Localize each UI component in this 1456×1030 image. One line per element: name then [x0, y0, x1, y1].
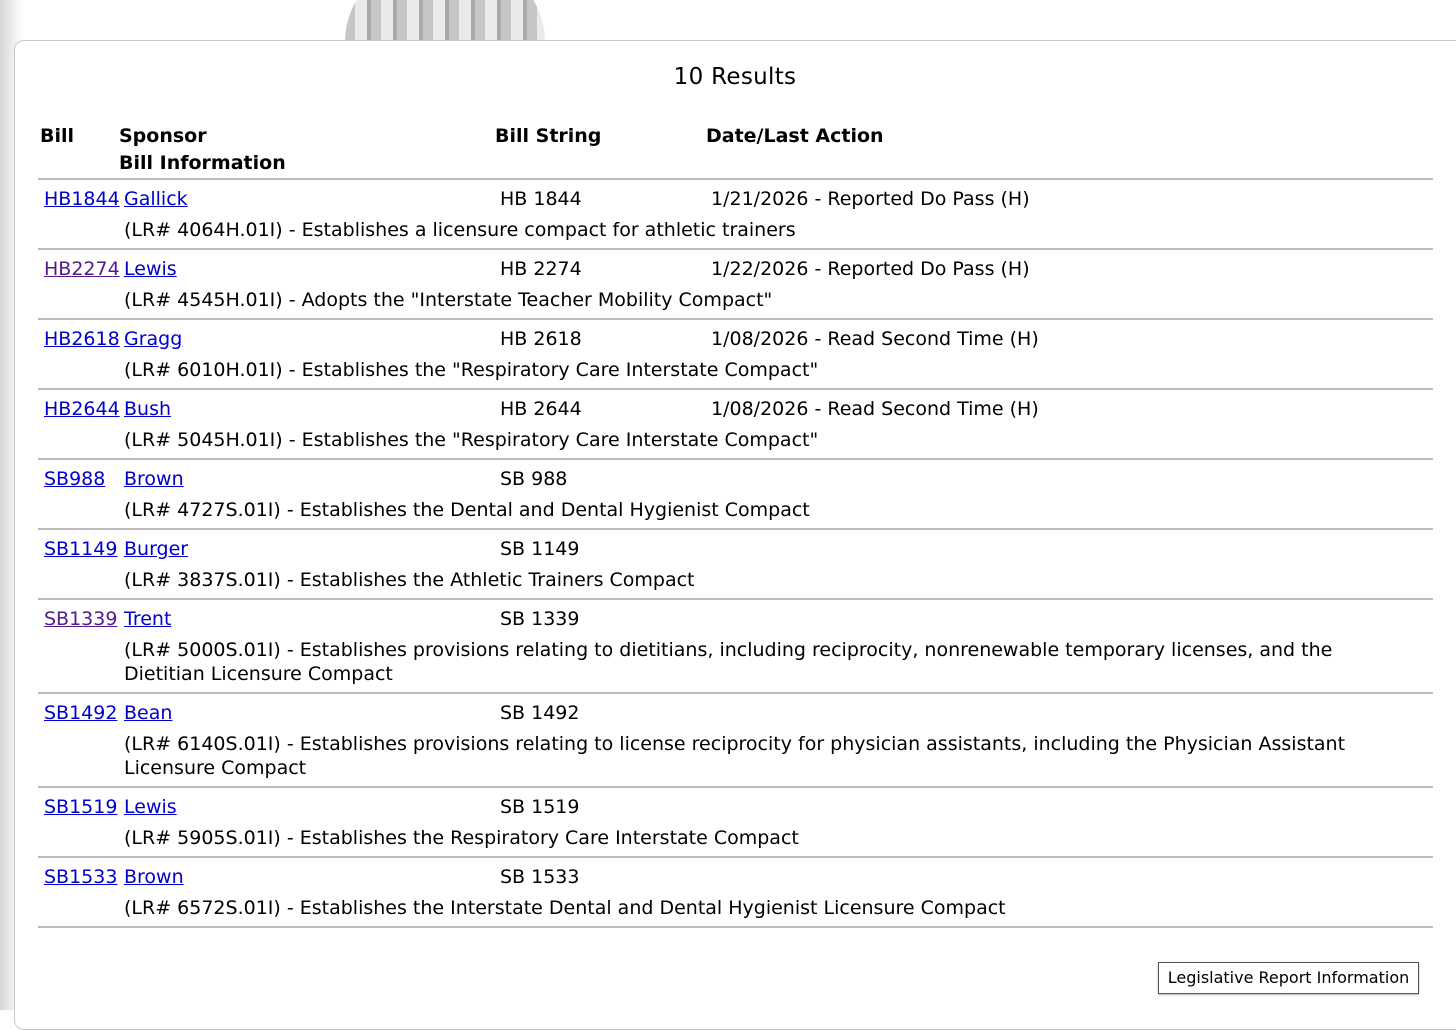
header-date-last-action: Date/Last Action [706, 125, 884, 147]
row-main-line [38, 530, 1433, 566]
last-action: 1/08/2026 - Read Second Time (H) [711, 328, 1039, 350]
table-bottom-rule [38, 926, 1433, 928]
header-sponsor: Sponsor [119, 125, 207, 147]
results-table [38, 178, 1433, 928]
capitol-dome-image [345, 0, 545, 42]
row-main-line [38, 460, 1433, 496]
bill-string: HB 1844 [500, 188, 582, 210]
last-action: 1/08/2026 - Read Second Time (H) [711, 398, 1039, 420]
bill-link[interactable]: SB1533 [44, 866, 118, 888]
table-row [38, 598, 1433, 692]
table-row [38, 692, 1433, 786]
sponsor-link[interactable]: Trent [124, 608, 172, 630]
sponsor-link[interactable]: Gallick [124, 188, 188, 210]
table-row [38, 786, 1433, 856]
table-row [38, 458, 1433, 528]
sponsor-link[interactable]: Brown [124, 866, 184, 888]
sponsor-link[interactable]: Lewis [124, 258, 177, 280]
sponsor-link[interactable]: Bean [124, 702, 173, 724]
header-bill-string: Bill String [495, 125, 602, 147]
row-main-line [38, 694, 1433, 730]
row-main-line [38, 320, 1433, 356]
bill-link[interactable]: HB2618 [44, 328, 120, 350]
bill-string: SB 988 [500, 468, 568, 490]
table-row [38, 318, 1433, 388]
last-action: 1/22/2026 - Reported Do Pass (H) [711, 258, 1030, 280]
header-bill-information: Bill Information [119, 152, 286, 174]
bill-string: SB 1533 [500, 866, 580, 888]
legislative-report-info-button[interactable]: Legislative Report Information [1158, 962, 1419, 994]
row-main-line [38, 788, 1433, 824]
bill-string: SB 1492 [500, 702, 580, 724]
results-count-title: 10 Results [673, 64, 797, 90]
bill-link[interactable]: SB1149 [44, 538, 118, 560]
bill-information: (LR# 5045H.01I) - Establishes the "Respiratory Care Interstate Compact" [124, 429, 819, 451]
header-bill: Bill [40, 125, 75, 147]
row-main-line [38, 390, 1433, 426]
bill-link[interactable]: HB2274 [44, 258, 120, 280]
bill-link[interactable]: HB2644 [44, 398, 120, 420]
bill-information: (LR# 4727S.01I) - Establishes the Dental and Dental Hygienist Compact [124, 499, 810, 521]
bill-string: HB 2274 [500, 258, 582, 280]
table-row [38, 856, 1433, 926]
sponsor-link[interactable]: Burger [124, 538, 189, 560]
sponsor-link[interactable]: Lewis [124, 796, 177, 818]
bill-information: (LR# 4064H.01I) - Establishes a licensure compact for athletic trainers [124, 219, 796, 241]
bill-information: (LR# 4545H.01I) - Adopts the "Interstate Teacher Mobility Compact" [124, 289, 773, 311]
row-main-line [38, 180, 1433, 216]
bill-link[interactable]: SB1492 [44, 702, 118, 724]
row-main-line [38, 600, 1433, 636]
bill-string: HB 2618 [500, 328, 582, 350]
bill-information: (LR# 3837S.01I) - Establishes the Athletic Trainers Compact [124, 569, 695, 591]
table-row [38, 388, 1433, 458]
bill-information: (LR# 6010H.01I) - Establishes the "Respiratory Care Interstate Compact" [124, 359, 819, 381]
bill-information: (LR# 5000S.01I) - Establishes provisions relating to dietitians, including reciprocity, nonrenewable temporary licenses, and the Dietitian Licensure Compact [124, 639, 1333, 685]
sponsor-link[interactable]: Brown [124, 468, 184, 490]
bill-information: (LR# 5905S.01I) - Establishes the Respiratory Care Interstate Compact [124, 827, 799, 849]
bill-information: (LR# 6572S.01I) - Establishes the Interstate Dental and Dental Hygienist Licensure Compact [124, 897, 1006, 919]
bill-link[interactable]: SB1519 [44, 796, 118, 818]
table-row [38, 528, 1433, 598]
bill-string: SB 1339 [500, 608, 580, 630]
bill-string: HB 2644 [500, 398, 582, 420]
row-main-line [38, 858, 1433, 894]
bill-link[interactable]: HB1844 [44, 188, 120, 210]
bill-information: (LR# 6140S.01I) - Establishes provisions relating to license reciprocity for physician assistants, including the Physician Assistant Licensure Compact [124, 733, 1346, 779]
bill-string: SB 1519 [500, 796, 580, 818]
bill-link[interactable]: SB1339 [44, 608, 118, 630]
bill-string: SB 1149 [500, 538, 580, 560]
sponsor-link[interactable]: Bush [124, 398, 172, 420]
table-row [38, 248, 1433, 318]
sponsor-link[interactable]: Gragg [124, 328, 183, 350]
row-main-line [38, 250, 1433, 286]
last-action: 1/21/2026 - Reported Do Pass (H) [711, 188, 1030, 210]
table-row [38, 178, 1433, 248]
bill-link[interactable]: SB988 [44, 468, 106, 490]
